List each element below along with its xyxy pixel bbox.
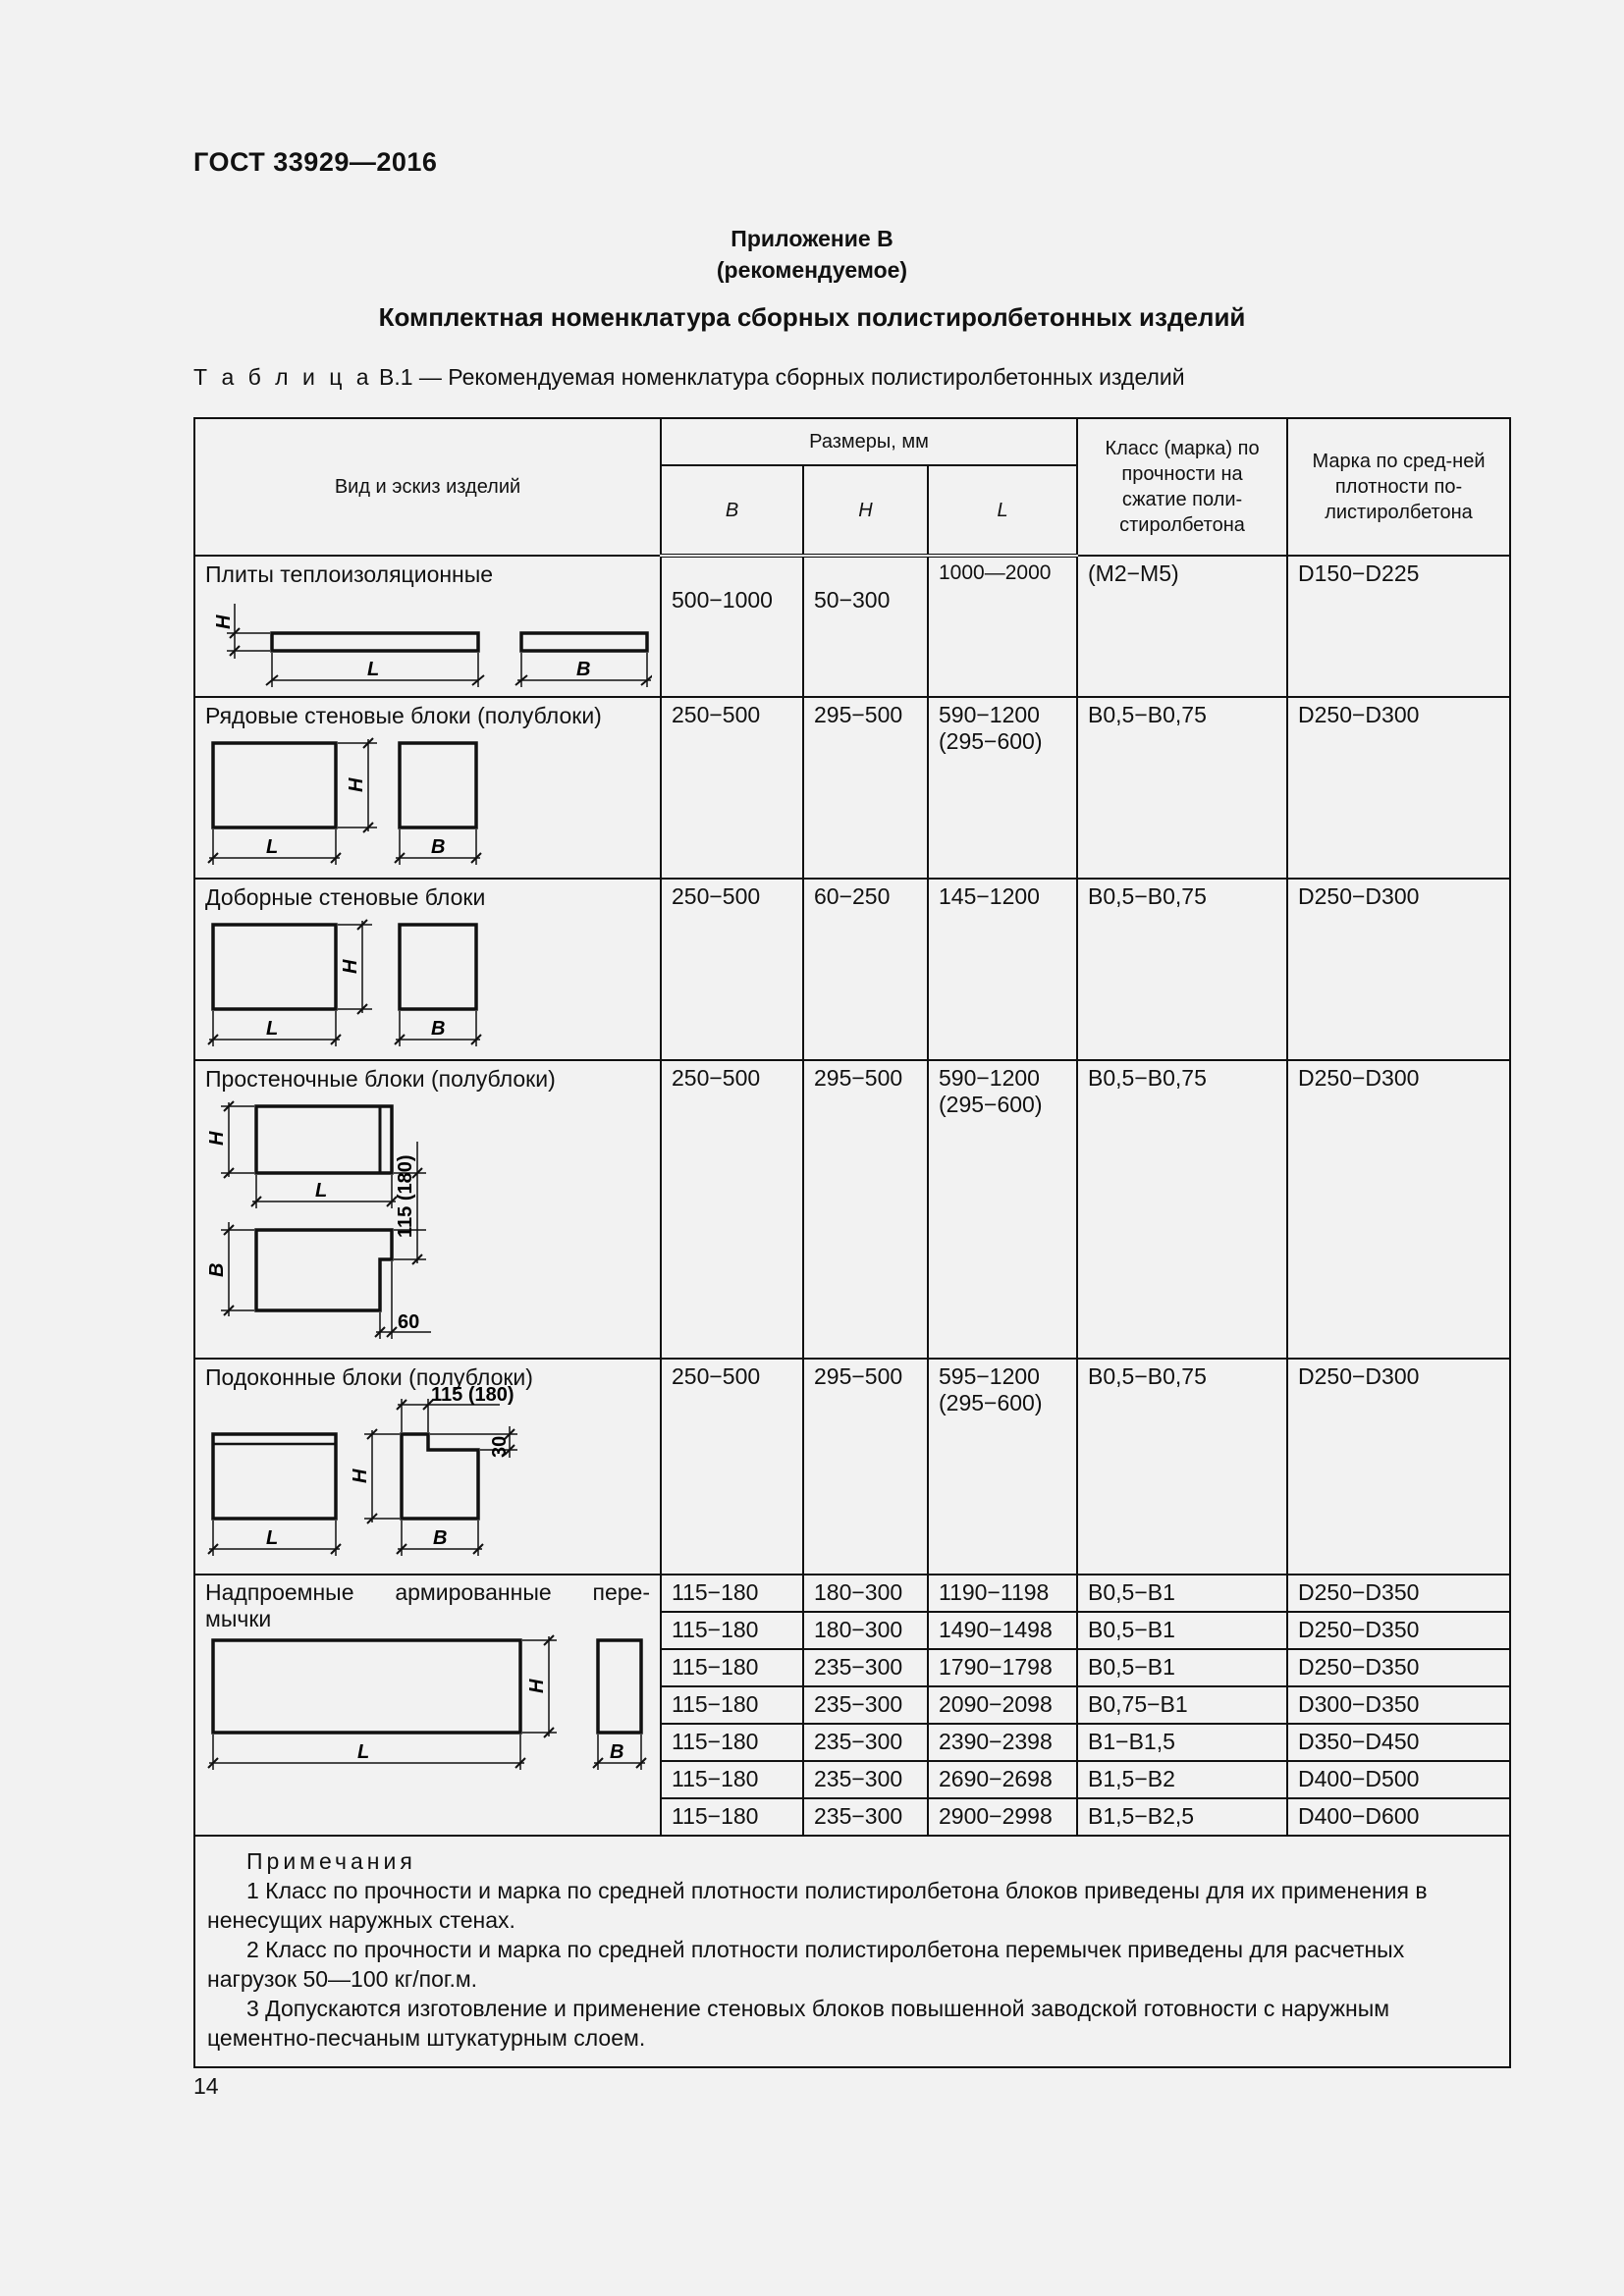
- label-b: B: [433, 1527, 448, 1549]
- label-l: L: [367, 659, 380, 680]
- cell-l: 145−1200: [928, 879, 1077, 1060]
- product-cell: [194, 697, 661, 879]
- table-row: [194, 1060, 1510, 1359]
- cell-density: D250−D300: [1287, 879, 1510, 1060]
- header-strength: Класс (марка) по прочности на сжатие поли-стиролбетона: [1077, 418, 1287, 556]
- cell-b: 115−180: [661, 1612, 803, 1649]
- nomenclature-table: [193, 417, 1511, 2068]
- notes-cell: [194, 1836, 1510, 2067]
- cell-l: 2690−2698: [928, 1761, 1077, 1798]
- cell-l: 590−1200 (295−600): [928, 697, 1077, 879]
- product-cell: [194, 1575, 661, 1836]
- product-name-line2: мычки: [205, 1606, 272, 1631]
- label-l: L: [266, 1527, 279, 1549]
- header-b: B: [661, 465, 803, 556]
- pier-block-sketch: [205, 1098, 652, 1354]
- cell-density: D300−D350: [1287, 1686, 1510, 1724]
- cell-density: D350−D450: [1287, 1724, 1510, 1761]
- cell-b: 250−500: [661, 1060, 803, 1359]
- plate-sketch: [205, 594, 652, 692]
- cell-density: D400−D600: [1287, 1798, 1510, 1836]
- cell-h: 235−300: [803, 1686, 928, 1724]
- cell-class: B0,5−B0,75: [1077, 879, 1287, 1060]
- cell-class: B0,5−B1: [1077, 1649, 1287, 1686]
- table-caption: [193, 364, 1185, 391]
- table-row: [194, 697, 1510, 879]
- cell-class: B1,5−B2: [1077, 1761, 1287, 1798]
- cell-class: B0,5−B0,75: [1077, 697, 1287, 879]
- product-cell: [194, 1359, 661, 1575]
- table-caption-prefix: Т а б л и ц а: [193, 364, 373, 390]
- label-b: B: [431, 836, 446, 858]
- cell-density: D250−D350: [1287, 1575, 1510, 1612]
- product-name: Рядовые стеновые блоки (полублоки): [205, 703, 602, 728]
- cell-l: 2090−2098: [928, 1686, 1077, 1724]
- cell-h: 60−250: [803, 879, 928, 1060]
- cell-h: 180−300: [803, 1612, 928, 1649]
- header-h: H: [803, 465, 928, 556]
- product-name: Доборные стеновые блоки: [205, 884, 486, 910]
- cell-l: 1000—2000: [928, 556, 1077, 697]
- cell-b: 115−180: [661, 1761, 803, 1798]
- lintel-sketch: [205, 1632, 652, 1789]
- cell-l: 595−1200 (295−600): [928, 1359, 1077, 1575]
- cell-b: 250−500: [661, 697, 803, 879]
- table-caption-text: В.1 — Рекомендуемая номенклатура сборных полистиролбетонных изделий: [378, 364, 1185, 390]
- cell-density: D250−D350: [1287, 1612, 1510, 1649]
- cell-b: 115−180: [661, 1649, 803, 1686]
- table-row: [194, 1359, 1510, 1575]
- appendix-label: Приложение В: [731, 226, 893, 251]
- cell-l: 1790−1798: [928, 1649, 1077, 1686]
- additional-block-sketch: [205, 917, 652, 1054]
- note-2: 2 Класс по прочности и марка по средней плотности полистиролбетона перемычек приведены для расчетных нагрузок 50—100 кг/пог.м.: [207, 1937, 1405, 1992]
- label-b: B: [610, 1741, 624, 1763]
- cell-b: 500−1000: [661, 556, 803, 697]
- label-h: H: [346, 777, 367, 792]
- label-115: 115 (180): [395, 1154, 416, 1238]
- cell-h: 235−300: [803, 1798, 928, 1836]
- label-h: H: [213, 614, 235, 629]
- label-l: L: [266, 836, 279, 858]
- note-1: 1 Класс по прочности и марка по средней плотности полистиролбетона блоков приведены для их применения в ненесущих наружных стенах.: [207, 1878, 1428, 1933]
- cell-class: B1−B1,5: [1077, 1724, 1287, 1761]
- label-h: H: [350, 1468, 371, 1483]
- cell-h: 295−500: [803, 697, 928, 879]
- product-cell: [194, 879, 661, 1060]
- cell-class: B0,5−B0,75: [1077, 1060, 1287, 1359]
- page-number: 14: [193, 2073, 219, 2099]
- wall-block-sketch: [205, 735, 652, 873]
- cell-density: D250−D350: [1287, 1649, 1510, 1686]
- label-h: H: [340, 959, 361, 974]
- cell-h: 235−300: [803, 1761, 928, 1798]
- cell-h: 180−300: [803, 1575, 928, 1612]
- label-h: H: [526, 1679, 548, 1693]
- header-density: Марка по сред-ней плотности по-листиролбетона: [1287, 418, 1510, 556]
- label-b: B: [576, 659, 591, 680]
- cell-b: 115−180: [661, 1575, 803, 1612]
- cell-h: 50−300: [803, 556, 928, 697]
- cell-l: 2900−2998: [928, 1798, 1077, 1836]
- document-code: ГОСТ 33929—2016: [193, 147, 438, 177]
- cell-class: B0,5−B1: [1077, 1612, 1287, 1649]
- cell-density: D400−D500: [1287, 1761, 1510, 1798]
- table-header-row: [194, 418, 1510, 465]
- cell-density: D250−D300: [1287, 1359, 1510, 1575]
- cell-class: B0,5−B1: [1077, 1575, 1287, 1612]
- label-30: 30: [489, 1435, 511, 1458]
- cell-class: B1,5−B2,5: [1077, 1798, 1287, 1836]
- cell-b: 115−180: [661, 1724, 803, 1761]
- product-name-line1: Надпроемные армированные пере-: [205, 1579, 650, 1605]
- label-b: B: [431, 1018, 446, 1040]
- table-row: [194, 879, 1510, 1060]
- product-name: Плиты теплоизоляционные: [205, 561, 494, 587]
- table-row: [194, 556, 1510, 697]
- cell-density: D250−D300: [1287, 1060, 1510, 1359]
- label-b: B: [206, 1262, 228, 1277]
- label-115: 115 (180): [431, 1384, 514, 1406]
- cell-l: 1190−1198: [928, 1575, 1077, 1612]
- cell-h: 295−500: [803, 1060, 928, 1359]
- cell-h: 235−300: [803, 1724, 928, 1761]
- cell-b: 250−500: [661, 1359, 803, 1575]
- cell-l: 1490−1498: [928, 1612, 1077, 1649]
- label-l: L: [266, 1018, 279, 1040]
- header-type: Вид и эскиз изделий: [194, 418, 661, 556]
- product-name: Простеночные блоки (полублоки): [205, 1066, 556, 1092]
- cell-b: 115−180: [661, 1686, 803, 1724]
- label-l: L: [357, 1741, 370, 1763]
- cell-density: D250−D300: [1287, 697, 1510, 879]
- appendix-status: (рекомендуемое): [716, 257, 908, 283]
- label-l: L: [315, 1180, 328, 1201]
- label-h: H: [206, 1131, 228, 1146]
- cell-h: 235−300: [803, 1649, 928, 1686]
- cell-l: 2390−2398: [928, 1724, 1077, 1761]
- cell-class: B0,75−B1: [1077, 1686, 1287, 1724]
- product-cell: [194, 556, 661, 697]
- product-cell: [194, 1060, 661, 1359]
- cell-density: D150−D225: [1287, 556, 1510, 697]
- cell-b: 250−500: [661, 879, 803, 1060]
- notes-row: [194, 1836, 1510, 2067]
- cell-b: 115−180: [661, 1798, 803, 1836]
- cell-class: (M2−M5): [1077, 556, 1287, 697]
- notes-heading: Примечания: [246, 1848, 416, 1874]
- label-60: 60: [398, 1311, 420, 1333]
- header-dims: Размеры, мм: [661, 418, 1077, 465]
- cell-class: B0,5−B0,75: [1077, 1359, 1287, 1575]
- note-3: 3 Допускаются изготовление и применение стеновых блоков повышенной заводской готовности с наружным цементно-песчаным штукатурным слоем.: [207, 1996, 1390, 2051]
- appendix-title: Комплектная номенклатура сборных полистиролбетонных изделий: [378, 302, 1246, 332]
- cell-l: 590−1200 (295−600): [928, 1060, 1077, 1359]
- header-l: L: [928, 465, 1077, 556]
- cell-h: 295−500: [803, 1359, 928, 1575]
- window-sill-block-sketch: [205, 1383, 652, 1560]
- table-row: [194, 1575, 1510, 1612]
- product-name: Подоконные блоки (полублоки): [205, 1364, 533, 1390]
